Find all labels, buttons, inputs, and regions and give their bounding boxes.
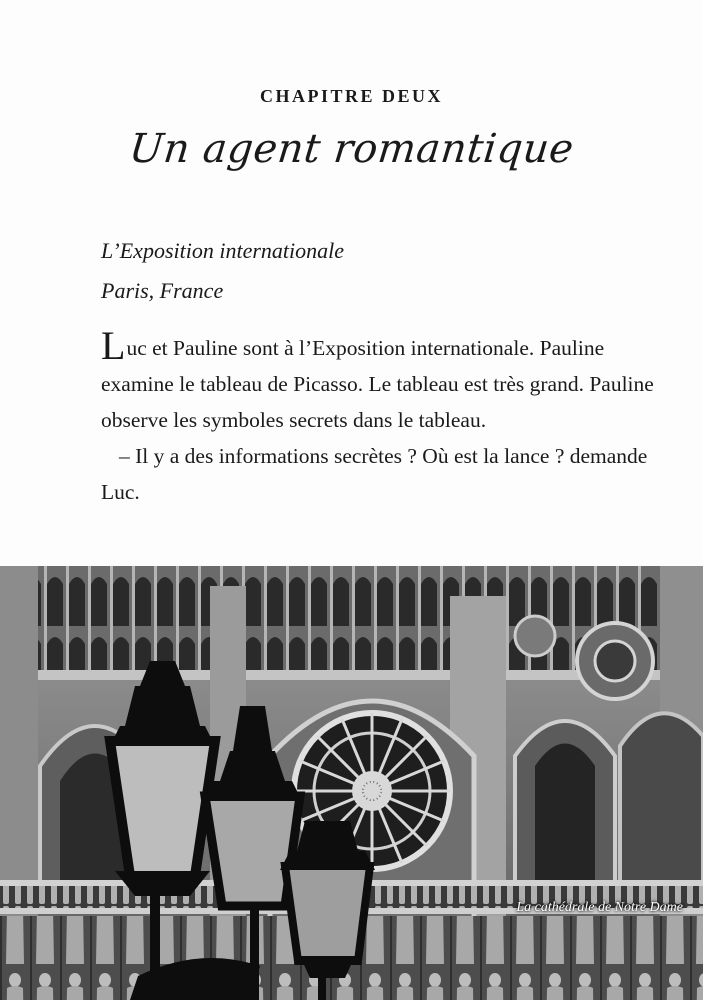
photo-caption: La cathédrale de Notre Dame [516, 900, 683, 915]
paragraph-1 [101, 323, 661, 438]
chapter-label: CHAPITRE DEUX [259, 86, 443, 106]
body-text [101, 323, 661, 510]
scene-location: Paris, France [101, 278, 224, 303]
cathedral-illustration [0, 566, 703, 1000]
notre-dame-photo [0, 566, 703, 1000]
scene-title: L’Exposition internationale [101, 238, 344, 263]
paragraph-2: – Il y a des informations secrètes ? Où est la lance ? demande Luc. [101, 444, 648, 504]
paragraph-1-text: uc et Pauline sont à l’Exposition internationale. Pauline examine le tableau de Picasso. Le tableau est très grand. Pauline observe les symboles secrets dans le tableau. [101, 336, 654, 432]
drop-cap: L [101, 323, 126, 368]
chapter-title: Un agent romantique [127, 126, 576, 172]
